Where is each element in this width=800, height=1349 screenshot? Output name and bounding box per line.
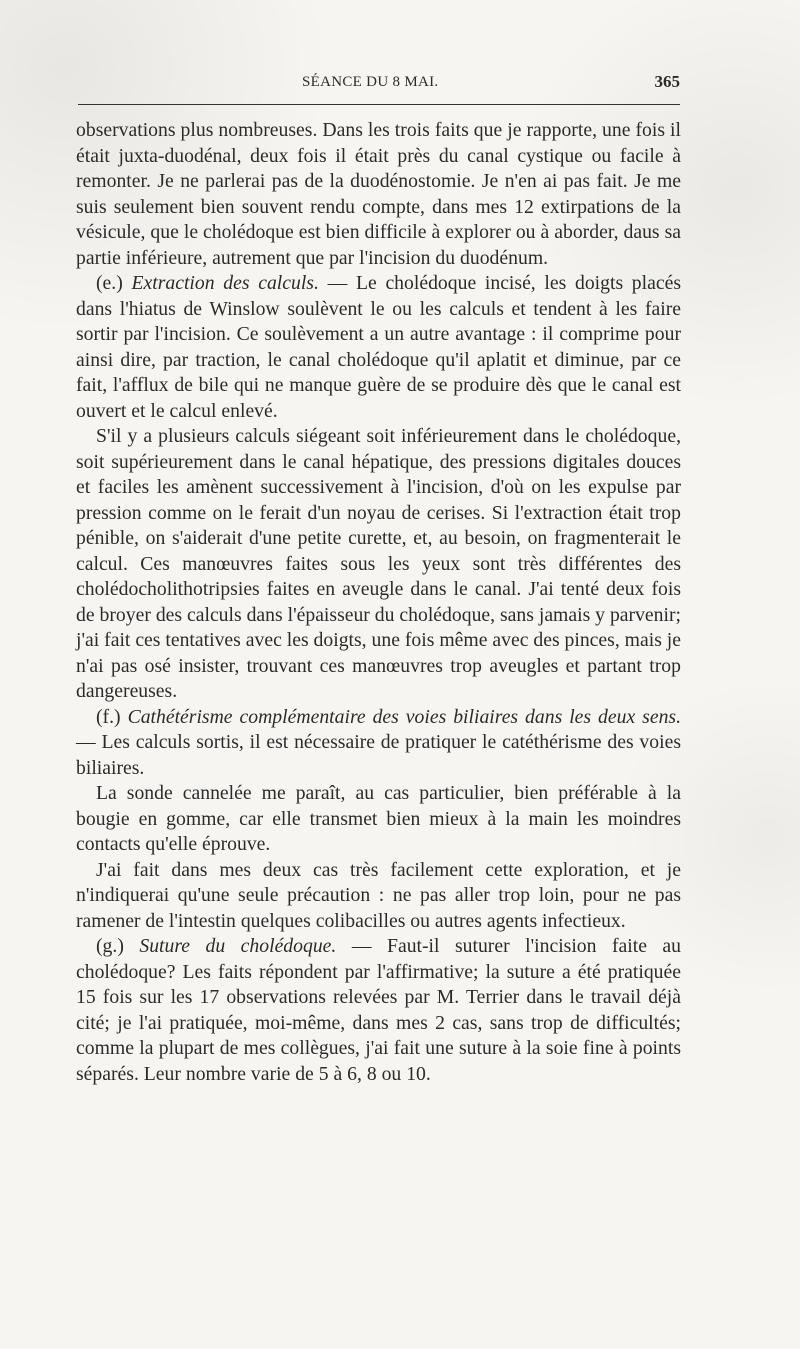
paragraph-6 xyxy=(76,858,681,935)
paragraph-7-heading: Suture du cholédoque. xyxy=(139,935,337,957)
paragraph-5 xyxy=(76,781,681,858)
paragraph-2-prefix: (e.) xyxy=(96,272,132,294)
paragraph-4-text: — Les calculs sortis, il est nécessaire de pratiquer le catéthérisme des voies biliaires. xyxy=(76,731,681,779)
header-rule xyxy=(78,104,680,105)
paragraph-7 xyxy=(76,934,681,1087)
paragraph-1-text: observations plus nombreuses. Dans les trois faits que je rapporte, une fois il était juxta-duodénal, deux fois il était près du canal cystique ou facile à remonter. Je ne parlerai pas de la duodénostomie. Je n'en ai pas fait. Je me suis seulement bien souvent rendu compte, dans mes 12 extirpations de la vésicule, que le cholédoque est bien difficile à explorer ou à aborder, daus sa partie inférieure, autrement que par l'incision du duodénum. xyxy=(76,119,681,269)
paragraph-2 xyxy=(76,271,681,424)
paragraph-7-text: — Faut-il suturer l'incision faite au cholédoque? Les faits répondent par l'affirmative; la suture a été pratiquée 15 fois sur les 17 observations relevées par M. Terrier dans le travail déjà cité; je l'ai pratiquée, moi-même, dans mes 2 cas, sans trop de difficultés; comme la plupart de mes collègues, j'ai fait une suture à la soie fine à points séparés. Leur nombre varie de 5 à 6, 8 ou 10. xyxy=(76,935,681,1085)
paragraph-4-heading: Cathétérisme complémentaire des voies biliaires dans les deux sens. xyxy=(127,705,682,728)
paragraph-3 xyxy=(76,424,681,705)
paragraph-7-prefix: (g.) xyxy=(96,935,140,957)
page-number: 365 xyxy=(654,72,680,91)
page-content xyxy=(76,118,681,1087)
paragraph-3-text: S'il y a plusieurs calculs siégeant soit inférieurement dans le cholédoque, soit supérieurement dans le canal hépatique, des pressions digitales douces et faciles les amènent successivement à l'incision, d'où on les expulse par pression comme on le ferait d'un noyau de cerises. Si l'extraction était trop pénible, on s'aiderait d'une petite curette, et, au besoin, on fragmenterait le calcul. Ces manœuvres faites sous les yeux sont très différentes des cholédocholithotripsies faites en aveugle dans le canal. J'ai tenté deux fois de broyer des calculs dans l'épaisseur du cholédoque, sans jamais y parvenir; j'ai fait ces tentatives avec les doigts, une fois même avec des pinces, mais je n'ai pas osé insister, trouvant ces manœuvres trop aveugles et partant trop dangereuses. xyxy=(76,425,681,702)
paragraph-5-text: La sonde cannelée me paraît, au cas particulier, bien préférable à la bougie en gomme, car elle transmet bien mieux à la main les moindres contacts qu'elle éprouve. xyxy=(76,782,681,855)
running-title: SÉANCE DU 8 MAI. xyxy=(302,74,439,90)
page-header xyxy=(76,74,680,102)
paragraph-4-prefix: (f.) xyxy=(96,705,128,728)
paragraph-6-text: J'ai fait dans mes deux cas très facilement cette exploration, et je n'indiquerai qu'une seule précaution : ne pas aller trop loin, pour ne pas ramener de l'intestin quelques colibacilles ou autres agents infectieux. xyxy=(76,858,681,932)
paragraph-4 xyxy=(76,705,681,782)
paragraph-2-heading: Extraction des calculs. xyxy=(131,272,319,294)
paragraph-2-text: — Le cholédoque incisé, les doigts placés dans l'hiatus de Winslow soulèvent le ou les calculs et tendent à les faire sortir par l'incision. Ce soulèvement a un autre avantage : il comprime pour ainsi dire, par traction, le canal cholédoque qu'il aplatit et diminue, par ce fait, l'afflux de bile qui ne manque guère de se produire dès que le canal est ouvert et le calcul enlevé. xyxy=(76,272,681,422)
paragraph-1 xyxy=(76,118,681,271)
